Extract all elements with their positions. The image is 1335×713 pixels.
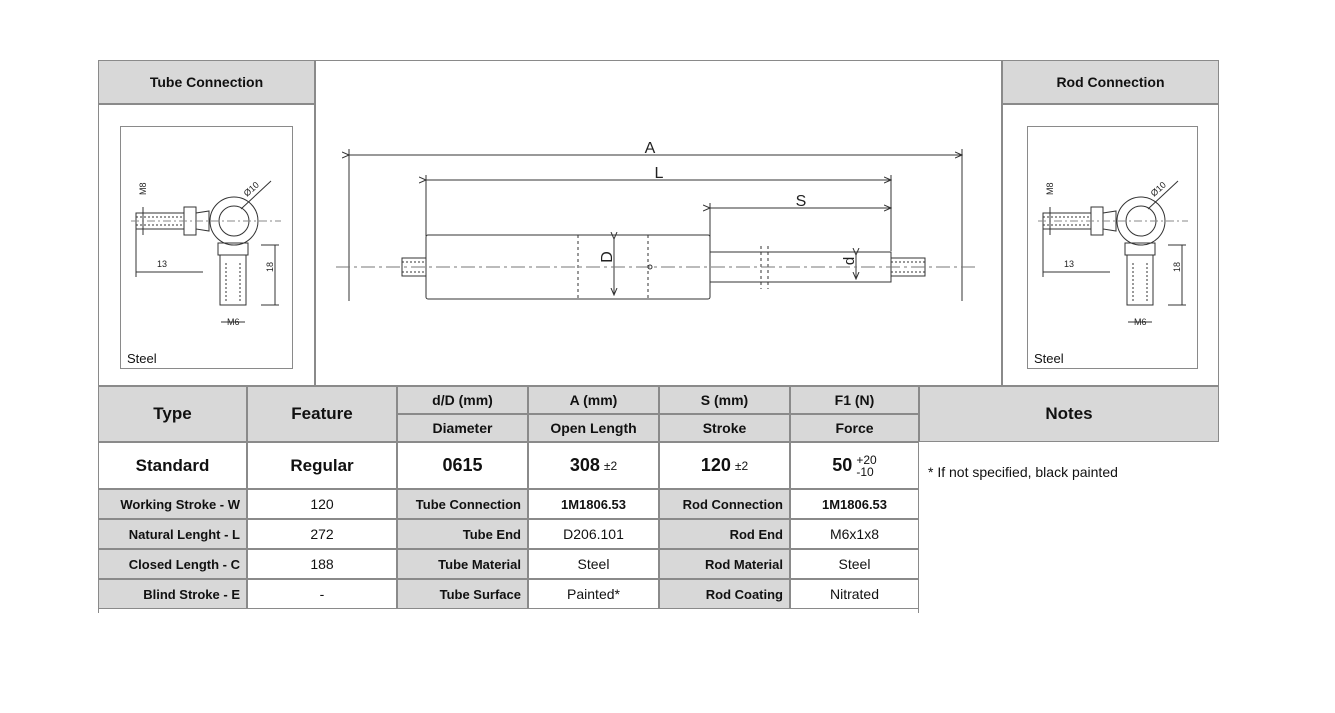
svg-text:18: 18 [1172, 261, 1182, 272]
header-diameter: Diameter [397, 414, 528, 442]
detail-value-3: Steel [790, 549, 919, 579]
svg-text:13: 13 [1064, 259, 1075, 269]
header-a: A (mm) [528, 386, 659, 414]
force-tolerance: +20 -10 [856, 452, 877, 479]
svg-text:A: A [644, 140, 656, 157]
svg-text:L: L [654, 165, 664, 182]
note-text: * If not specified, black painted [928, 464, 1118, 480]
open-length-tolerance: ±2 [603, 458, 618, 473]
header-feature: Feature [247, 386, 397, 442]
detail-label-1: Closed Length - C [98, 549, 247, 579]
tube-material-label: Steel [127, 351, 157, 366]
header-stroke: Stroke [659, 414, 790, 442]
detail-label-2: Tube Material [397, 549, 528, 579]
rod-connection-drawing [1027, 126, 1198, 369]
detail-value-2: 1M1806.53 [528, 489, 659, 519]
svg-text:18: 18 [265, 261, 275, 272]
detail-value-1: - [247, 579, 397, 609]
rod-material-label: Steel [1034, 351, 1064, 366]
gas-spring-drawing [315, 60, 1002, 386]
detail-value-2: D206.101 [528, 519, 659, 549]
detail-label-1: Working Stroke - W [98, 489, 247, 519]
detail-label-3: Rod Coating [659, 579, 790, 609]
svg-text:Ø10: Ø10 [1148, 179, 1168, 199]
detail-label-3: Rod Connection [659, 489, 790, 519]
detail-label-1: Blind Stroke - E [98, 579, 247, 609]
detail-value-2: Painted* [528, 579, 659, 609]
svg-text:Ø10: Ø10 [241, 179, 261, 199]
header-f1: F1 (N) [790, 386, 919, 414]
svg-text:D: D [599, 251, 616, 263]
detail-label-2: Tube Connection [397, 489, 528, 519]
header-force: Force [790, 414, 919, 442]
value-diameter: 0615 [397, 442, 528, 489]
detail-label-2: Tube Surface [397, 579, 528, 609]
value-force: 50 +20 -10 [790, 442, 919, 489]
value-feature: Regular [247, 442, 397, 489]
detail-label-2: Tube End [397, 519, 528, 549]
angle-joint-drawing [121, 127, 292, 368]
svg-text:13: 13 [157, 259, 168, 269]
svg-text:M6: M6 [1134, 317, 1147, 327]
detail-value-3: 1M1806.53 [790, 489, 919, 519]
header-open-length: Open Length [528, 414, 659, 442]
detail-value-1: 188 [247, 549, 397, 579]
svg-text:S: S [795, 193, 807, 210]
svg-text:M8: M8 [138, 182, 148, 195]
svg-text:M6: M6 [227, 317, 240, 327]
detail-value-1: 272 [247, 519, 397, 549]
value-type: Standard [98, 442, 247, 489]
tube-connection-header: Tube Connection [98, 60, 315, 104]
detail-value-3: M6x1x8 [790, 519, 919, 549]
detail-value-1: 120 [247, 489, 397, 519]
detail-label-1: Natural Lenght - L [98, 519, 247, 549]
detail-label-3: Rod End [659, 519, 790, 549]
value-stroke: 120 ±2 [659, 442, 790, 489]
detail-value-2: Steel [528, 549, 659, 579]
header-dd: d/D (mm) [397, 386, 528, 414]
tube-connection-drawing [120, 126, 293, 369]
rod-connection-header: Rod Connection [1002, 60, 1219, 104]
detail-value-3: Nitrated [790, 579, 919, 609]
header-s: S (mm) [659, 386, 790, 414]
svg-text:d: d [841, 256, 858, 266]
stroke-tolerance: ±2 [734, 458, 749, 473]
value-open-length: 308 ±2 [528, 442, 659, 489]
table-bottom-edge [98, 609, 919, 613]
detail-label-3: Rod Material [659, 549, 790, 579]
header-notes: Notes [919, 386, 1219, 442]
angle-joint-drawing [1028, 127, 1197, 368]
header-type: Type [98, 386, 247, 442]
svg-text:M8: M8 [1045, 182, 1055, 195]
